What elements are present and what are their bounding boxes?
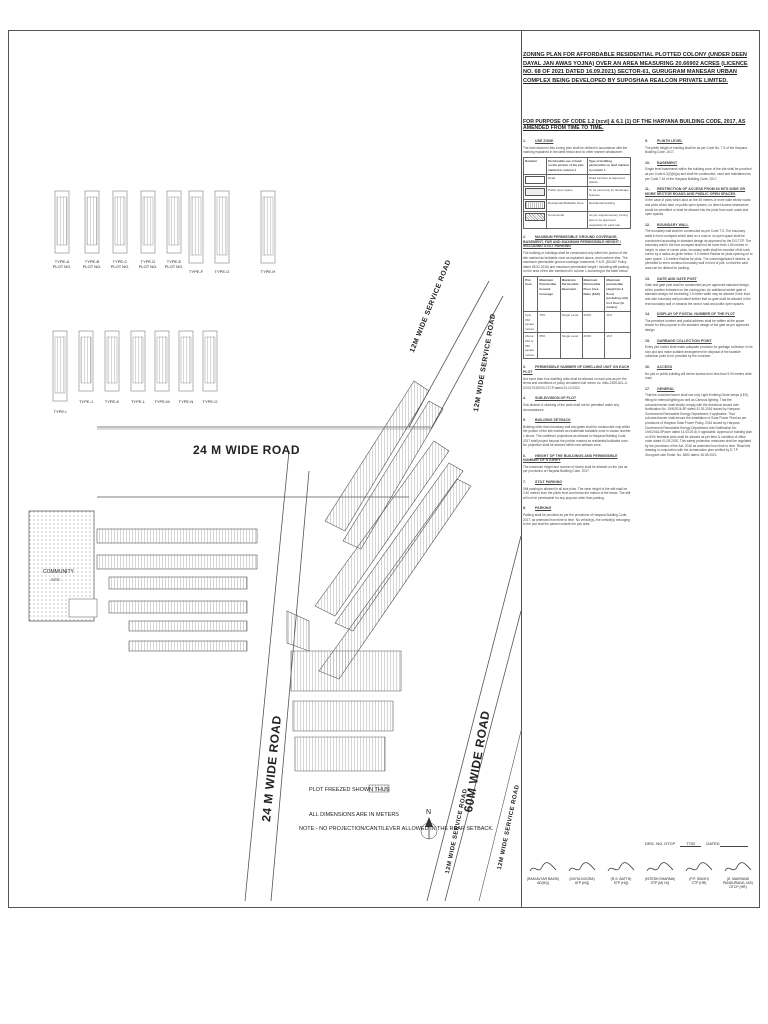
section-text: Gate and gate post shall be constructed as per approved standard design, at the position indicated on the zoning plan. An additional wicket gate of standard design not exceeding 1.5 meter width may be allowed in the front and side boundary wall provided further that no gate shall be allowed in the rear boundary wall or towards the sector road and public open spaces. [645,283,751,306]
table-cell: 65% [538,333,560,359]
section-number: 5. [523,418,526,423]
table-cell: 75% [538,312,560,333]
section-number: 11. [645,187,650,192]
section-text: Not more than four dwelling units shall be allowed on each plot as per the terms and conditions of policy circulated vide memo no. Misc-2339-ACL-II-S/2017/120200-2TCP dated 23.10.2020. [523,376,629,390]
section-number: 6. [523,453,526,458]
signature-icon [528,861,558,875]
drawing-sheet [8,30,760,908]
zoning-section [523,506,631,526]
signatories [523,861,759,901]
section-text: The maximum height and number of storey shall be allowed on the plot as per provisions of Haryana Building Code, 2017. [523,464,628,474]
type-label: TYPE-M [154,399,170,404]
section-number: 4. [523,396,526,401]
zoning-table [523,157,631,229]
type-plot-label: PLOT NO. [138,264,158,269]
section-heading [523,506,631,511]
zoning-section [523,480,631,500]
signatory [640,861,680,885]
zoning-section [645,365,753,381]
section-title: GATE AND GATE POST [657,276,697,281]
section-heading [645,312,753,317]
signatory-name: (R.S. BATTH) [610,877,632,881]
table-header-cell: Plot Area [524,276,538,311]
zoning-text-panel [523,31,759,907]
type-label: TYPE-G [214,269,230,274]
plot-blocks-lower [291,651,401,771]
section-heading [523,480,631,485]
community-sub-label: SITE [51,577,60,582]
section-heading [523,418,631,423]
section-number: 10. [645,160,650,165]
table-row [524,212,631,229]
table-cell: Residential Buildable Zone [547,199,588,212]
section-title: RESTRICTION OF ACCESS FROM 60 MTS WIDE OR MORE SECTOR ROADS AND PUBLIC OPEN SPACES [645,187,746,196]
sections-left-column [523,139,631,533]
section-text: No plot or public building will derive access from less than 9.00 meters wide road. [645,371,752,381]
zoning-section [523,418,631,448]
signature-icon [606,861,636,875]
table-cell: Single Level [560,333,582,359]
table-cell: As per supplementary zoning plan to be approved separately for each site. [587,212,630,229]
plot-type-buildable-zone [107,337,117,383]
plot-type-buildable-zone [57,197,67,245]
section-text: The land shown in this zoning plan shall be utilized in accordance with the marking explained in the table below and no other manner whatsoever. [523,145,628,155]
plot-type-buildable-zone [205,337,215,383]
section-heading [645,139,753,144]
table-cell [524,212,547,229]
signatory-name: (P.P. SINGH) [689,877,709,881]
table-cell: 200% [582,312,605,333]
section-number: 1. [523,139,526,143]
signatory [679,861,719,885]
section-text: The premises number and postal address shall be written at the space shown for this purpose in the standard design of the gate as per approved design. [645,318,750,332]
signatory [523,861,563,885]
section-text: In the case of plots which abut on the 45 meters or more wide sector roads and plots which abut on public open spaces, no direct access whatsoever would be permitted or shall be allowed into the plots from such roads and open spaces. [645,198,751,217]
table-row [524,312,631,333]
type-label: TYPE-B [84,259,100,264]
signatory [601,861,641,885]
road-12m-service-right-label: 12M WIDE SERVICE ROAD [473,313,498,413]
type-label: TYPE-C [112,259,128,264]
section-number: 12. [645,222,650,227]
plot-type-buildable-zone [81,337,91,383]
road-12m-service-lower-label: 12M WIDE SERVICE ROAD [445,788,469,875]
sheet-divider [521,31,522,907]
plot-type-buildable-zone [55,337,65,393]
zoning-section [645,187,753,217]
plot-type-buildable-zone [181,337,191,383]
section-heading [645,223,753,228]
type-label: TYPE-J [79,399,93,404]
notation-swatch [525,213,545,221]
notation-swatch [525,176,545,184]
table-row [524,333,631,359]
zoning-subtitle: FOR PURPOSE OF CODE 1.2 (xcvi) & 6.1 (1) OF THE HARYANA BUILDING CODE, 2017, AS AMENDED FROM TIME TO TIME. [523,119,746,131]
signature-icon [684,861,714,875]
type-sketches-row2 [53,331,217,401]
type-plot-label: PLOT NO. [82,264,102,269]
road-24m-vertical-label: 24 M WIDE ROAD [259,714,285,823]
type-label: TYPE-I [53,409,67,414]
table-header-cell: Maximum permissible Height (G+3 floor) (including stilt) G+4 floor (in meters) [605,276,631,311]
plot-type-buildable-zone [87,197,97,245]
section-title: PERMISSIBLE NUMBER OF DWELLING UNIT ON EACH PLOT [523,365,630,374]
section-heading [645,161,753,166]
drawing-number-label: DRG. NO. DTCP [645,841,676,846]
section-number: 7. [523,480,526,485]
table-header-cell: Type of building permissible on land marked in column 1 [587,157,630,174]
plot-type-buildable-zone [263,197,273,255]
signatory-name: (RAM AVTAR BASSI) [526,877,560,881]
zoning-table [523,276,631,360]
signature-icon [723,861,753,875]
zoning-section [645,387,753,458]
signatory-name: (DIVYA DOGRA) [569,877,595,881]
type-label: TYPE-F [188,269,204,274]
signatory-role: DTCP (HR) [729,885,747,889]
table-cell: Road furniture at approved places. [587,174,630,187]
signatory-role: STP (M) HQ [650,881,670,885]
table-row [524,199,631,212]
type-label: TYPE-O [202,399,218,404]
section-title: GENERAL [657,386,675,391]
table-cell [524,199,547,212]
section-text: Building other than boundary wall and gates shall be constructed only within the portion of the site marked as residential buildable zone in clause number 1 above. The cantilever projections as allowed in Haryana Building Code, 2017 shall project beyond the portion marked as residential buildable zone. No projection shall be allowed within rear setback zone. [523,424,631,448]
plot-type-buildable-zone [115,197,125,245]
section-text: The building or buildings shall be constructed only within the portion of the site marked as buildable zone as explained above, and nowhere else. The maximum permissible ground coverage, basement, F.A.R. (DDJAY Policy dated 08.02.2016) and maximum permissible height / including stilt parking on the area of the site mentioned in column 1 according to the table below: [523,250,629,274]
type-label: TYPE-E [166,259,182,264]
signatory-name: (HITESH SHARMA) [644,877,676,881]
section-heading [645,387,753,392]
section-heading [645,277,753,282]
section-number: 9. [645,139,648,143]
zoning-section [523,396,631,412]
table-cell: Above 150 to 250 square metres [524,333,538,359]
section-title: STILT PARKING [535,480,563,485]
type-plot-label: PLOT NO. [52,264,72,269]
table-cell [524,187,547,200]
section-text: The plinth height of building shall be as per Code No. 7.5 of the Haryana Building Code, 2017. [645,145,748,155]
section-text: Sub-division & clubbing of the plots shall not be permitted under any circumstances. [523,402,620,412]
section-heading [523,365,631,374]
table-header-cell: Maximum Permissible Floor Area Ratio (FAR) [582,276,605,311]
community-site [29,511,97,621]
plot-type-buildable-zone [157,337,167,383]
zoning-section [645,312,753,332]
zoning-section [645,223,753,271]
section-title: GARBAGE COLLECTION POINT [657,338,712,343]
section-title: HEIGHT OF THE BUILDINGS AND PERMISSIBLE NUMBER OF STOREY [523,453,618,463]
table-cell: 16.5 [605,333,631,359]
site-drawing [9,31,521,907]
section-title: PARKING [535,506,552,511]
section-heading [523,235,631,249]
section-heading [645,365,753,370]
signatory-role: STP (HQ) [613,881,629,885]
table-header-cell: Permissible use of land on the portion of the plot marked in column 1 [547,157,588,174]
section-number: 8. [523,506,526,511]
signatory [562,861,602,885]
table-cell: Residential building [587,199,630,212]
section-number: 14. [645,312,650,317]
signatory-role: ATP (HQ) [574,881,590,885]
table-row [524,187,631,200]
section-text: Stilt parking is allowed in all size plots. The clear height of the stilt shall be 2.40 metres from the plinth level and below the bottom of the beam. The stilt will not be permissible for any purpose other than parking. [523,486,631,500]
section-heading [523,454,631,463]
section-heading [523,396,631,401]
section-number: 15. [645,338,650,343]
road-12m-service-lower2-label: 12M WIDE SERVICE ROAD [497,784,521,871]
table-header-cell: Notation [524,157,547,174]
section-title: BOUNDARY WALL [657,222,689,227]
road-12m-service-top-label: 12M WIDE SERVICE ROAD [409,258,453,354]
zoning-section [645,161,753,181]
plot-type-buildable-zone [133,337,143,383]
zoning-section [523,139,631,229]
section-title: BUILDING SETBACK [535,418,571,423]
signatory-name: (K. MAKRAND PANDURANG, IAS) [723,877,753,885]
table-cell [524,174,547,187]
section-text: Every plot holder shall make adequate provision for garbage collection in his own plot and make suitable arrangement for disposal of the towable collection point to be provided by the colonizer. [645,345,753,359]
plot-type-buildable-zone [169,197,179,245]
table-header-cell: Maximum Permissible Basement [560,276,582,311]
projection-note: NOTE:- NO PROJECTION/CANTILEVER ALLOWED IN THE REAR SETBACK. [299,826,494,832]
table-cell: Road [547,174,588,187]
section-number: 17. [645,386,650,391]
section-number: 13. [645,276,650,281]
table-cell: Single Level [560,312,582,333]
notation-swatch [525,188,545,196]
type-plot-label: PLOT NO. [164,264,184,269]
north-label: N [426,809,432,816]
table-cell: Public open space [547,187,588,200]
plot-type-buildable-zone [217,197,227,255]
table-cell: To be used only for landscape features. [587,187,630,200]
section-heading [645,187,753,196]
plot-type-buildable-zone [143,197,153,245]
section-heading [523,139,631,144]
signatory-role: CTP (HR) [691,881,707,885]
section-title: DISPLAY OF POSTAL NUMBER OF THE PLOT [657,312,735,317]
drawing-dated-label: DATED [706,841,720,846]
table-cell: Commercial [547,212,588,229]
plot-type-buildable-zone [191,197,201,255]
section-title: PLINTH LEVEL [657,139,683,143]
section-number: 3. [523,365,526,370]
zoning-section [645,277,753,307]
type-label: TYPE-L [130,399,145,404]
section-title: USE ZONE [535,139,554,143]
section-heading [645,339,753,344]
signatory [718,861,758,889]
type-plot-label: PLOT NO. [110,264,130,269]
section-title: MAXIMUM PERMISSIBLE GROUND COVERAGE, BASEMENT, FAR AND MAXIMUM PERMISSIBLE HEIGHT / INCLUDING STILT PARKING [523,235,622,249]
section-title: ACCESS [657,364,672,369]
signature-icon [645,861,675,875]
signatory-role: AD(HQ) [536,881,550,885]
zoning-section [523,365,631,390]
type-label: TYPE-N [178,399,194,404]
zoning-section [523,235,631,359]
section-text: The boundary wall shall be constructed as per Code 7.5. The boundary walls in front courtyard which abut on a road or on open space shall be constructed according to standard design as approved by the DG,TCP. The boundary wall in the rear courtyard shall not be more than 1.80 metres in height. In case of corner plots, boundary walls shall be rounded off at such corner by a radius as given below: 3.0 meters Radius for plots opening on to open space. 1.5 meters Radius for plots. The owner/applicant if desires, is permitted to erect construct boundary wall in front of plot, so that the said area can be utilized for parking. [645,229,753,271]
type-label: TYPE-D [140,259,156,264]
signature-icon [567,861,597,875]
section-text: Single level basements within the building zone of the site shall be provided as per Code 6.3(3)(iii)(a) and shall be constructed, used and maintained as per Code 7.16 of the Haryana Building Code, 2017. [645,167,752,181]
community-label: COMMUNITY [43,569,74,575]
type-sketches-row1 [55,191,275,263]
zoning-title: ZONING PLAN FOR AFFORDABLE RESIDENTIAL PLOTTED COLONY (UNDER DEEN DAYAL JAN AWAS YOJNA) OVER AN AREA MEASURING 20.66902 ACRES (LICENCE NO. 68 OF 2021 DATED 16.09.2021) SECTOR-61, GURUGRAM MANESAR URBAN COMPLEX BEING DEVELOPED BY SUPOSHAA REALCON PRIVATE LIMITED. [523,52,748,84]
table-cell: 200% [582,333,605,359]
type-label: TYPE-A [54,259,70,264]
sections-right-column [645,139,753,464]
table-cell: Upto 150 square metres [524,312,538,333]
table-cell: 16.5 [605,312,631,333]
section-text: Parking shall be provided as per the provisions of Haryana Building Code, 2017, as amended from time to time. No vehicle(s), the vehicle(s) belonging to the plot shall be parked outside the plot area. [523,513,630,527]
plot-blocks-left [97,529,257,651]
road-24m-horizontal-label: 24 M WIDE ROAD [193,443,301,457]
type-label: TYPE-H [260,269,276,274]
section-text: That the colonizer/owner shall use only Light-Emitting Diode lamps (LED) fitting for internal lighting as well as Campus lighting. That the colonizer/owner shall strictly comply with the directions issued vide Notification No. 19/6/2016-5P dated 31.03.2016 issued by Haryana Government Renewable Energy Department, if applicable. That colonizer/owner shall ensure the installation of Solar Power Plant as per provisions of Haryana Solar Power Policy, 2016 issued by Haryana Government Renewable Energy Department vide Notification No. 19/4/2016-5Power dated 14.03.2016, if applicable. Approval of building plan on 50% fenestral plots shall be allowed as per term & condition of office order dated 01.09.2020. This safety protection measures shall be regulated by the provisions of the Act, 2016 as amended from time to time. Read this drawing in conjunction with the demarcation plan verified by D.T.P. Gurugram vide Endst. No. 8492 dated: 26.08.2021. [645,393,752,458]
drawing-number-value: 7752 [680,841,701,847]
section-title: BASEMENT [657,160,678,165]
zoning-section [523,454,631,474]
section-number: 2. [523,235,526,240]
zoning-section [645,139,753,155]
notation-swatch [525,201,545,209]
drawing-number [645,841,748,846]
road-60m-label: 60M WIDE ROAD [461,709,493,814]
plot-freezed-note: PLOT FREEZED SHOWN THUS [309,787,390,793]
dimensions-note: ALL DIMENSIONS ARE IN METERS [309,812,399,818]
table-header-cell: Maximum Permissible Ground Coverage [538,276,560,311]
section-title: SUB-DIVISION OF PLOT [535,396,577,401]
table-row [524,174,631,187]
plot-blocks-diagonal [287,381,471,679]
section-number: 16. [645,364,650,369]
type-label: TYPE-K [104,399,120,404]
zoning-section [645,339,753,359]
